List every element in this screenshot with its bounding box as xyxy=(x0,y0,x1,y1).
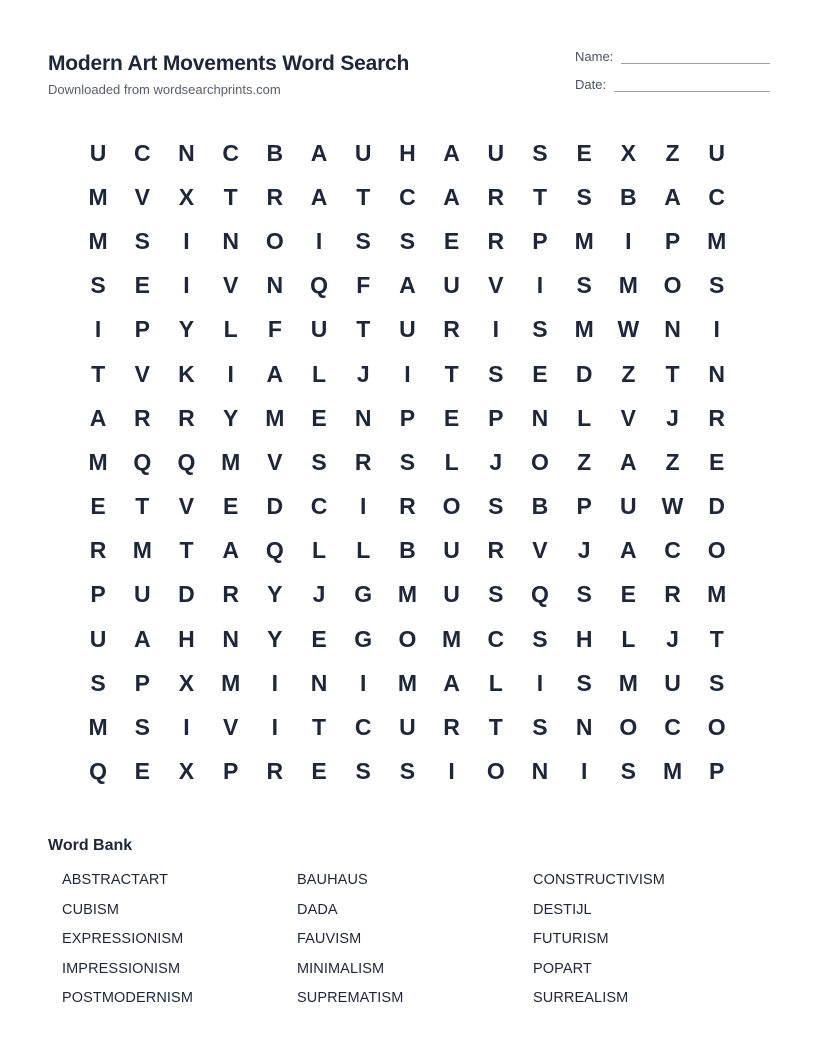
grid-cell: U xyxy=(443,581,460,608)
grid-cell: F xyxy=(356,272,371,299)
grid-cell: T xyxy=(356,183,371,210)
name-blank-line xyxy=(621,50,770,64)
grid-cell: G xyxy=(354,581,373,608)
grid-cell: J xyxy=(312,581,326,608)
grid-cell: H xyxy=(178,625,195,652)
grid-cell: Y xyxy=(267,581,283,608)
word-bank-item: SURREALISM xyxy=(533,990,629,1007)
grid-cell: N xyxy=(575,714,593,741)
grid-cell: N xyxy=(531,404,549,431)
grid-cell: U xyxy=(310,316,328,343)
grid-cell: S xyxy=(355,758,371,785)
word-bank-item: DESTIJL xyxy=(533,901,592,918)
grid-cell: R xyxy=(133,404,151,431)
grid-cell: C xyxy=(664,537,681,564)
grid-cell: B xyxy=(620,183,637,210)
grid-cell: A xyxy=(664,183,681,210)
grid-cell: N xyxy=(664,316,681,343)
grid-cell: J xyxy=(666,625,679,652)
grid-cell: J xyxy=(666,404,679,431)
grid-cell: I xyxy=(360,669,367,696)
grid-cell: D xyxy=(575,360,593,387)
grid-cell: Z xyxy=(577,448,592,475)
grid-cell: E xyxy=(311,625,327,652)
word-bank-item: MINIMALISM xyxy=(297,960,385,977)
word-bank-item: ABSTRACTART xyxy=(62,872,169,888)
word-bank-item: POSTMODERNISM xyxy=(62,990,193,1007)
grid-cell: P xyxy=(90,581,106,608)
grid-cell: E xyxy=(709,448,725,475)
grid-cell: N xyxy=(310,669,328,696)
grid-cell: H xyxy=(399,139,416,166)
grid-cell: A xyxy=(310,183,328,210)
grid-cell: L xyxy=(223,316,238,343)
grid-cell: R xyxy=(178,404,195,431)
word-bank-column xyxy=(297,866,533,1014)
grid-cell: S xyxy=(532,316,548,343)
grid-cell: O xyxy=(486,758,505,785)
grid-cell: T xyxy=(135,493,150,520)
grid-cell: O xyxy=(398,625,417,652)
grid-cell: D xyxy=(708,493,726,520)
word-bank-item: SUPREMATISM xyxy=(297,990,404,1007)
grid-cell: E xyxy=(311,758,327,785)
grid-cell: A xyxy=(89,404,107,431)
grid-cell: L xyxy=(488,669,503,696)
grid-cell: M xyxy=(707,581,727,608)
grid-cell: B xyxy=(399,537,416,564)
grid-cell: Q xyxy=(133,448,152,475)
grid-cell: I xyxy=(271,714,279,741)
grid-cell: I xyxy=(580,758,588,785)
grid-cell: H xyxy=(575,625,593,652)
grid-cell: S xyxy=(90,669,106,696)
grid-cell: R xyxy=(222,581,239,608)
grid-cell: M xyxy=(221,448,241,475)
grid-cell: A xyxy=(222,537,239,564)
grid-cell: R xyxy=(354,448,372,475)
grid-cell: I xyxy=(713,316,720,343)
grid-cell: M xyxy=(88,227,108,254)
grid-cell: M xyxy=(88,183,108,210)
grid-cell: S xyxy=(576,272,592,299)
grid-cell: R xyxy=(487,227,505,254)
grid-cell: M xyxy=(574,227,594,254)
grid-cell: T xyxy=(312,714,327,741)
download-credit: Downloaded from wordsearchprints.com xyxy=(48,82,281,97)
grid-cell: T xyxy=(179,537,194,564)
grid-cell: T xyxy=(223,183,238,210)
grid-cell: I xyxy=(404,360,411,387)
grid-cell: N xyxy=(222,227,239,254)
word-bank-item: FAUVISM xyxy=(297,931,362,948)
grid-cell: I xyxy=(360,493,367,520)
grid-cell: E xyxy=(443,227,460,254)
grid-cell: E xyxy=(311,404,327,431)
grid-cell: D xyxy=(178,581,195,608)
grid-cell: X xyxy=(178,758,195,785)
grid-cell: M xyxy=(662,758,683,785)
grid-cell: O xyxy=(707,537,726,564)
grid-cell: S xyxy=(709,669,725,696)
grid-cell: S xyxy=(532,625,548,652)
grid-cell: R xyxy=(266,758,284,785)
grid-cell: V xyxy=(134,183,150,210)
grid-cell: M xyxy=(397,581,417,608)
grid-cell: S xyxy=(311,448,327,475)
grid-cell: F xyxy=(267,316,282,343)
grid-cell: M xyxy=(442,625,462,652)
grid-cell: N xyxy=(266,272,284,299)
grid-cell: J xyxy=(577,537,591,564)
grid-cell: L xyxy=(312,360,327,387)
grid-cell: U xyxy=(443,537,460,564)
grid-cell: Y xyxy=(267,625,283,652)
grid-cell: T xyxy=(444,360,459,387)
grid-cell: R xyxy=(664,581,681,608)
grid-cell: U xyxy=(399,714,416,741)
grid-cell: A xyxy=(310,139,328,166)
grid-cell: M xyxy=(618,669,638,696)
grid-cell: B xyxy=(266,139,284,166)
grid-cell: Q xyxy=(177,448,196,475)
grid-cell: L xyxy=(356,537,371,564)
grid-cell: Q xyxy=(531,581,549,608)
grid-cell: M xyxy=(221,669,241,696)
grid-cell: I xyxy=(492,316,499,343)
grid-cell: T xyxy=(532,183,547,210)
grid-cell: S xyxy=(134,227,150,254)
grid-cell: M xyxy=(88,448,108,475)
word-bank-heading: Word Bank xyxy=(48,837,133,854)
grid-cell: Q xyxy=(265,537,284,564)
grid-cell: V xyxy=(178,493,195,520)
grid-cell: L xyxy=(444,448,459,475)
grid-cell: U xyxy=(89,139,107,166)
grid-cell: C xyxy=(487,625,505,652)
grid-cell: S xyxy=(355,227,371,254)
grid-cell: R xyxy=(487,537,505,564)
word-bank xyxy=(62,866,768,1014)
grid-cell: I xyxy=(183,272,190,299)
grid-cell: U xyxy=(89,625,107,652)
grid-cell: V xyxy=(222,714,239,741)
grid-cell: I xyxy=(227,360,234,387)
grid-cell: N xyxy=(354,404,372,431)
word-bank-item: FUTURISM xyxy=(533,931,609,948)
grid-cell: C xyxy=(133,139,151,166)
grid-cell: U xyxy=(620,493,637,520)
grid-cell: R xyxy=(266,183,284,210)
date-field-row xyxy=(575,77,770,92)
grid-cell: R xyxy=(89,537,107,564)
grid-cell: E xyxy=(620,581,637,608)
grid-cell: T xyxy=(356,316,371,343)
grid-cell: J xyxy=(356,360,370,387)
grid-cell: E xyxy=(134,272,150,299)
grid-cell: S xyxy=(488,493,504,520)
grid-cell: X xyxy=(178,183,195,210)
grid-cell: D xyxy=(266,493,284,520)
grid-cell: Y xyxy=(178,316,195,343)
word-bank-column xyxy=(533,866,768,1014)
date-label: Date: xyxy=(575,77,607,92)
grid-cell: S xyxy=(576,669,592,696)
word-bank-item: DADA xyxy=(297,901,338,918)
grid-cell: S xyxy=(399,758,416,785)
grid-cell: S xyxy=(576,581,592,608)
grid-cell: M xyxy=(574,316,594,343)
grid-cell: A xyxy=(620,537,637,564)
grid-cell: P xyxy=(576,493,592,520)
grid-cell: U xyxy=(708,139,726,166)
grid-cell: P xyxy=(134,316,150,343)
grid-cell: U xyxy=(443,272,460,299)
grid-cell: P xyxy=(664,227,681,254)
grid-cell: O xyxy=(619,714,638,741)
grid-cell: I xyxy=(183,227,190,254)
grid-cell: S xyxy=(532,714,548,741)
grid-cell: W xyxy=(617,316,640,343)
grid-cell: P xyxy=(488,404,504,431)
grid-cell: M xyxy=(88,714,108,741)
grid-cell: T xyxy=(665,360,680,387)
grid-cell: S xyxy=(134,714,150,741)
grid-cell: E xyxy=(90,493,106,520)
grid-cell: I xyxy=(271,669,279,696)
grid-cell: C xyxy=(222,139,239,166)
grid-cell: I xyxy=(448,758,455,785)
grid-cell: V xyxy=(222,272,239,299)
grid-cell: I xyxy=(315,227,323,254)
grid-cell: M xyxy=(132,537,152,564)
grid-cell: A xyxy=(443,183,460,210)
grid-cell: I xyxy=(536,272,544,299)
grid-cell: Q xyxy=(310,272,328,299)
grid-cell: A xyxy=(133,625,151,652)
word-bank-item: CUBISM xyxy=(62,901,119,918)
grid-cell: E xyxy=(134,758,150,785)
word-bank-item: BAUHAUS xyxy=(297,872,368,888)
grid-cell: V xyxy=(620,404,637,431)
word-bank-item: CONSTRUCTIVISM xyxy=(533,872,665,888)
grid-cell: T xyxy=(488,714,503,741)
name-date-fields xyxy=(575,49,770,105)
grid-cell: N xyxy=(178,139,195,166)
grid-cell: I xyxy=(94,316,102,343)
grid-cell: T xyxy=(709,625,724,652)
grid-cell: B xyxy=(531,493,549,520)
grid-cell: V xyxy=(488,272,504,299)
grid-cell: Q xyxy=(89,758,108,785)
grid-cell: S xyxy=(532,139,548,166)
grid-cell: P xyxy=(532,227,548,254)
grid-cell: U xyxy=(354,139,372,166)
grid-cell: R xyxy=(708,404,726,431)
grid-cell: C xyxy=(310,493,328,520)
grid-cell: K xyxy=(178,360,195,387)
grid-cell: A xyxy=(266,360,284,387)
grid-cell: V xyxy=(134,360,150,387)
grid-cell: S xyxy=(620,758,637,785)
grid-cell: T xyxy=(91,360,106,387)
grid-cell: C xyxy=(399,183,416,210)
grid-cell: Z xyxy=(665,448,680,475)
grid-cell: A xyxy=(443,669,460,696)
grid-cell: U xyxy=(664,669,681,696)
page-title: Modern Art Movements Word Search xyxy=(48,52,410,75)
grid-cell: J xyxy=(489,448,503,475)
grid-cell: M xyxy=(265,404,285,431)
grid-cell: W xyxy=(661,493,684,520)
grid-cell: E xyxy=(576,139,592,166)
grid-cell: R xyxy=(487,183,505,210)
grid-cell: S xyxy=(488,581,504,608)
grid-cell: E xyxy=(532,360,548,387)
grid-cell: S xyxy=(709,272,725,299)
grid-cell: Y xyxy=(222,404,239,431)
grid-cell: S xyxy=(399,227,416,254)
word-bank-item: EXPRESSIONISM xyxy=(62,931,184,948)
grid-cell: A xyxy=(620,448,637,475)
grid-cell: U xyxy=(399,316,416,343)
grid-cell: L xyxy=(577,404,592,431)
grid-cell: O xyxy=(265,227,284,254)
grid-cell: C xyxy=(664,714,681,741)
grid-cell: S xyxy=(576,183,592,210)
word-bank-column xyxy=(62,866,297,1014)
date-blank-line xyxy=(614,78,770,92)
grid-cell: M xyxy=(618,272,638,299)
letter-grid xyxy=(76,131,739,794)
grid-cell: C xyxy=(354,714,372,741)
grid-cell: M xyxy=(707,227,727,254)
grid-cell: R xyxy=(443,714,460,741)
name-label: Name: xyxy=(575,49,614,64)
name-field-row xyxy=(575,49,770,64)
word-bank-item: IMPRESSIONISM xyxy=(62,960,181,977)
grid-cell: R xyxy=(399,493,416,520)
grid-cell: I xyxy=(183,714,190,741)
grid-cell: I xyxy=(625,227,632,254)
grid-cell: X xyxy=(178,669,195,696)
grid-cell: E xyxy=(443,404,460,431)
grid-cell: P xyxy=(134,669,150,696)
grid-cell: E xyxy=(222,493,239,520)
grid-cell: O xyxy=(707,714,726,741)
grid-cell: L xyxy=(621,625,636,652)
grid-cell: V xyxy=(532,537,548,564)
grid-cell: S xyxy=(488,360,504,387)
grid-cell: N xyxy=(708,360,726,387)
grid-cell: V xyxy=(267,448,283,475)
grid-cell: U xyxy=(487,139,505,166)
grid-cell: U xyxy=(133,581,151,608)
grid-cell: O xyxy=(663,272,682,299)
grid-cell: G xyxy=(354,625,373,652)
grid-cell: N xyxy=(222,625,239,652)
grid-cell: R xyxy=(443,316,460,343)
grid-cell: C xyxy=(708,183,726,210)
grid-cell: Z xyxy=(665,139,680,166)
grid-cell: N xyxy=(531,758,549,785)
grid-cell: P xyxy=(399,404,416,431)
grid-cell: O xyxy=(442,493,461,520)
word-bank-item: POPART xyxy=(533,960,592,977)
grid-cell: I xyxy=(536,669,544,696)
grid-cell: X xyxy=(620,139,637,166)
grid-cell: P xyxy=(709,758,725,785)
grid-cell: P xyxy=(222,758,239,785)
grid-cell: L xyxy=(312,537,327,564)
grid-cell: A xyxy=(399,272,416,299)
grid-cell: S xyxy=(90,272,106,299)
grid-cell: Z xyxy=(621,360,636,387)
grid-cell: A xyxy=(443,139,460,166)
grid-cell: O xyxy=(531,448,549,475)
grid-cell: S xyxy=(399,448,416,475)
grid-cell: M xyxy=(397,669,417,696)
